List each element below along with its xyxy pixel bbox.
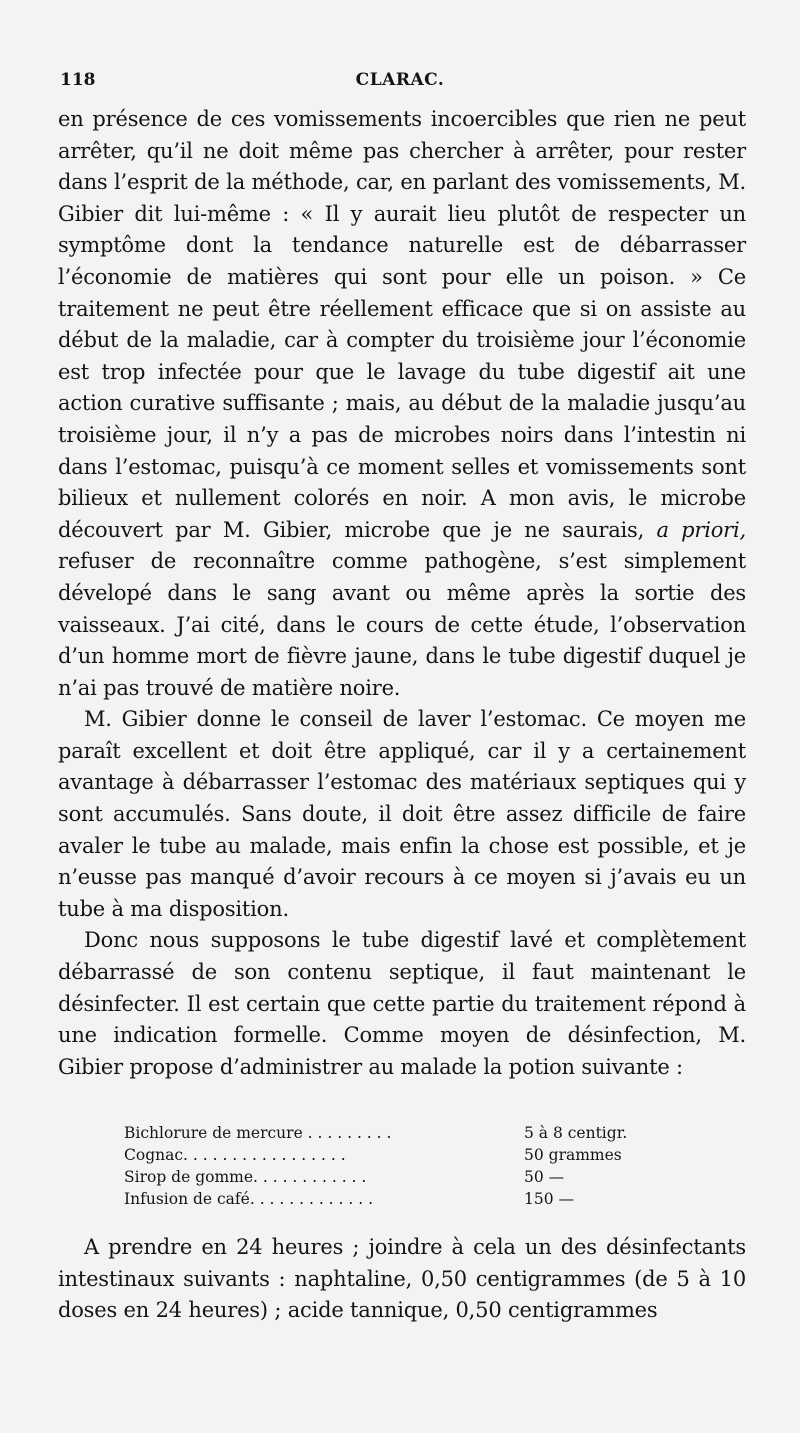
paragraph-3: Donc nous supposons le tube digestif lavé et complètement débarrassé de son contenu septique, il faut maintenant le désinfecter. Il est certain que cette partie du traitement répond à une indication formelle. Comme moyen de désinfection, M. Gibier propose d’administrer au malade la potion suivante : [58, 928, 746, 1079]
recipe-list [124, 1122, 684, 1210]
recipe-ingredient: Infusion de café. . . . . . . . . . . . . [124, 1190, 374, 1208]
paragraph-2: M. Gibier donne le conseil de laver l’estomac. Ce moyen me paraît excellent et doit être appliqué, car il y a certainement avantage à débarrasser l’estomac des matériaux septiques qui y sont accumulés. Sans doute, il doit être assez difficile de faire avaler le tube au malade, mais enfin la chose est possible, et je n’eusse pas manqué d’avoir recours à ce moyen si j’avais eu un tube à ma disposition. [58, 707, 746, 921]
recipe-amount: 50 — [524, 1168, 565, 1186]
italic-phrase: a priori, [656, 517, 746, 542]
running-head: CLARAC. [355, 70, 445, 90]
closing-paragraph: A prendre en 24 heures ; joindre à cela un des désinfectants intestinaux suivants : naphtaline, 0,50 centigrammes (de 5 à 10 doses en 24 heures) ; acide tannique, 0,50 centigrammes [58, 1235, 746, 1323]
recipe-row [124, 1122, 684, 1144]
page-number: 118 [60, 70, 96, 90]
recipe-ingredient: Sirop de gomme. . . . . . . . . . . . [124, 1168, 367, 1186]
recipe-row [124, 1144, 684, 1166]
closing-text [58, 1232, 746, 1327]
paragraph-1-text: en présence de ces vomissements incoercibles que rien ne peut arrêter, qu’il ne doit même pas chercher à arrêter, pour rester dans l’esprit de la méthode, car, en parlant des vomissements, M. Gibier dit lui-même : « Il y aurait lieu plutôt de respecter un symptôme dont la tendance naturelle est de débarrasser l’économie de matières qui sont pour elle un poison. » Ce traitement ne peut être réellement efficace que si on assiste au début de la maladie, car à compter du troisième jour l’économie est trop infectée pour que le lavage du tube digestif ait une action curative suffisante ; mais, au début de la maladie jusqu’au troisième jour, il n’y a pas de microbes noirs dans l’intestin ni dans l’estomac, puisqu’à ce moment selles et vomissements sont bilieux et nullement colorés en noir. A mon avis, le microbe découvert par M. Gibier, microbe que je ne saurais, [58, 107, 746, 542]
recipe-ingredient: Bichlorure de mercure . . . . . . . . . [124, 1124, 392, 1142]
paragraph-1 [58, 104, 746, 704]
recipe-amount: 150 — [524, 1190, 575, 1208]
recipe-amount: 5 à 8 centigr. [524, 1124, 628, 1142]
page-header [60, 70, 740, 100]
body-text [58, 104, 746, 1083]
paragraph-1-continuation: refuser de reconnaître comme pathogène, s’est simplement dévelopé dans le sang avant ou même après la sortie des vaisseaux. J’ai cité, dans le cours de cette étude, l’observation d’un homme mort de fièvre jaune, dans le tube digestif duquel je n’ai pas trouvé de matière noire. [58, 549, 746, 700]
recipe-row [124, 1166, 684, 1188]
recipe-row [124, 1188, 684, 1210]
recipe-ingredient: Cognac. . . . . . . . . . . . . . . . . [124, 1146, 346, 1164]
recipe-amount: 50 grammes [524, 1146, 622, 1164]
